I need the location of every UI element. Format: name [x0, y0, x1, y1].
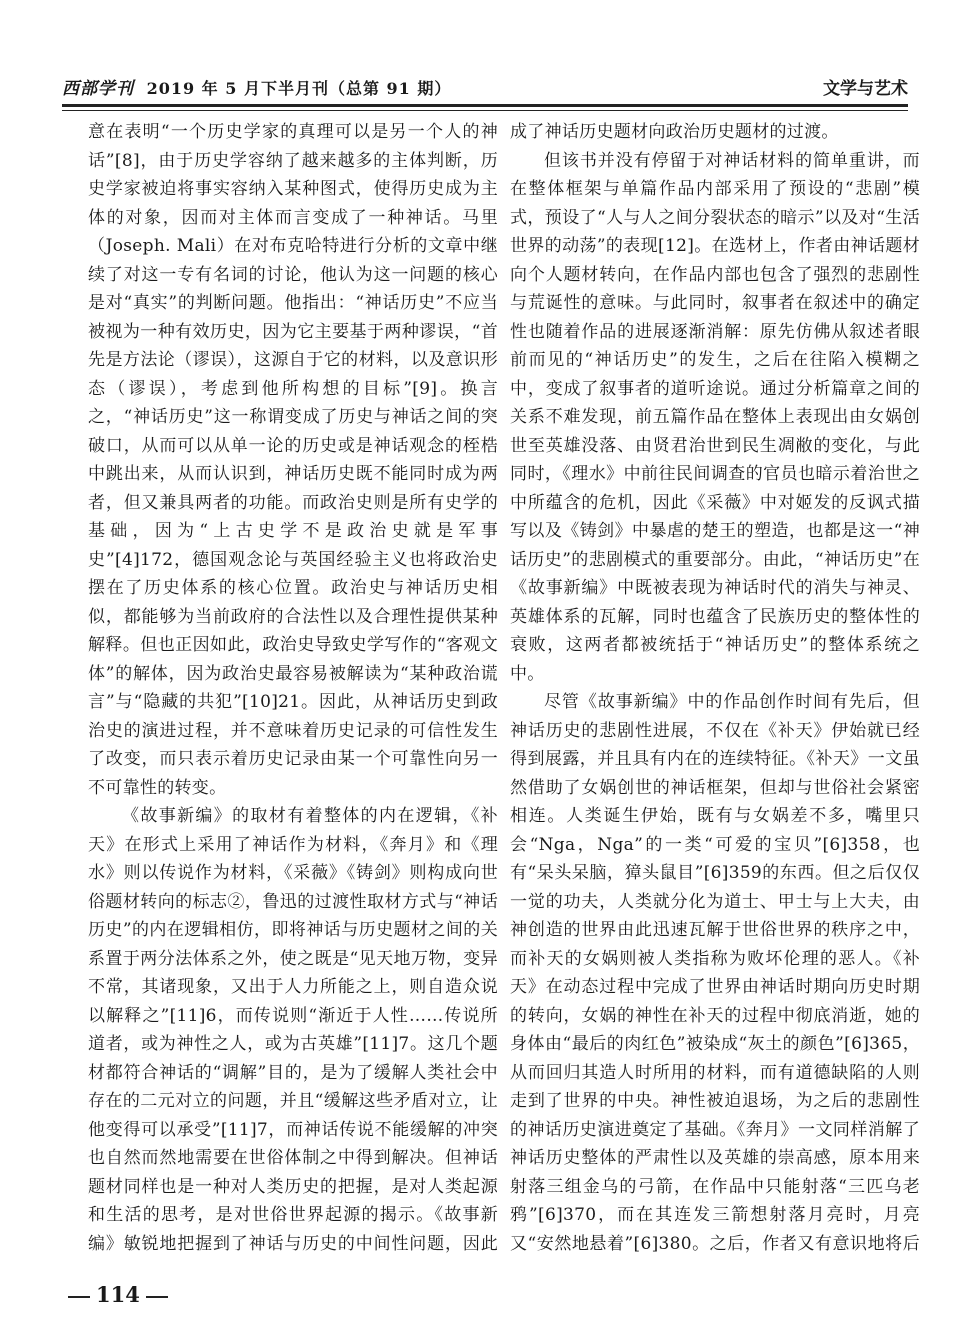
- section-title: 文学与艺术: [823, 79, 908, 99]
- paragraph: 意在表明“一个历史学家的真理可以是另一个人的神话”[8]，由于历史学容纳了越来越多的主体判断，历史学家被迫将事实容纳入某种图式，使得历史成为主体的对象，因而对主体而言变成了一种神话。马里（Joseph. Mali）在对布克哈特进行分析的文章中继续了对这一专有名词的讨论，他认为这一问题的核心是对“真实”的判断问题。他指出：“神话历史”不应当被视为一种有效历史，因为它主要基于两种谬误，“首先是方法论（谬误），这源自于它的材料，以及意识形态（谬误），考虑到他所构想的目标”[9]。换言之，“神话历史”这一称谓变成了历史与神话之间的突破口，从而可以从单一论的历史或是神话观念的桎梏中跳出来，从而认识到，神话历史既不能同时成为两者，但又兼具两者的功能。而政治史则是所有史学的基础，因为“上古史学不是政治史就是军事史”[4]172，德国观念论与英国经验主义也将政治史摆在了历史体系的核心位置。政治史与神话历史相似，都能够为当前政府的合法性以及合理性提供某种解释。但也正因如此，政治史导致史学写作的“客观文体”的解体，因为政治史最容易被解读为“某种政治谎言”与“隐藏的共犯”[10]21。因此，从神话历史到政治史的演进过程，并不意味着历史记录的可信性发生了改变，而只表示着历史记录由某一个可靠性向另一不可靠性的转变。: [88, 122, 498, 798]
- folio-dash-left: [68, 1296, 90, 1298]
- issue-info: 2019 年 5 月下半月刊（总第 91 期）: [146, 79, 452, 98]
- paragraph: 《故事新编》的取材有着整体的内在逻辑，《补天》在形式上采用了神话作为材料，《奔月》和《理水》则以传说作为材料，《采薇》《铸剑》则构成向世俗题材转向的标志②，鲁迅的过渡性取材方式与“神话历史”的内在逻辑相仿，即将神话与历史题材之间的关系置于两分法体系之外，使之既是“见天地万物，变异不常，其诸现象，又出于人力所能之上，则自造众说以解释之”[11]6，而传说则“渐近于人性……传说所道者，或为神性之人，或为古英雄”[11]7。这几个题材都符合神话的“调解”目的，是为了缓解人类社会中存在的二元对立的问题，并且“缓解这些矛盾对立，让他变得可以承受”[11]7，而神话传说不能缓解的冲突也自然而然地需要在世俗体制之中得到解决。但神话题材同样也是一种对人类历史的把握，是对人类起源和生活的思考，是对世俗世界起源的揭示。《故事新编》敏锐地把握到了神话与历史的中间性问题，因此: [88, 806, 498, 1254]
- journal-logo: 西部学刊: [62, 79, 134, 99]
- folio-dash-right: [146, 1296, 168, 1298]
- page-number: [62, 1282, 174, 1307]
- header-rule-thin: [62, 110, 908, 111]
- paragraph: 成了神话历史题材向政治历史题材的过渡。: [510, 122, 839, 142]
- header-rule-thick: [62, 104, 908, 107]
- journal-masthead: [62, 74, 451, 99]
- page-number-text: 114: [96, 1282, 140, 1307]
- running-header: [62, 70, 908, 104]
- left-column: [88, 118, 498, 1258]
- paragraph: 尽管《故事新编》中的作品创作时间有先后，但神话历史的悲剧性进展，不仅在《补天》伊始就已经得到展露，并且具有内在的连续特征。《补天》一文虽然借助了女娲创世的神话框架，但却与世俗社会紧密相连。人类诞生伊始，既有与女娲差不多，嘴里只会“Nga，Nga”的一类“可爱的宝贝”[6]358，也有“呆头呆脑，獐头鼠目”[6]359的东西。但之后仅仅一觉的功夫，人类就分化为道士、甲士与上大夫，由神创造的世界由此迅速瓦解于世俗世界的秩序之中，而补天的女娲则被人类指称为败坏伦理的恶人。《补天》在动态过程中完成了世界由神话时期向历史时期的转向，女娲的神性在补天的过程中彻底消逝，她的身体由“最后的肉红色”被染成“灰土的颜色”[6]365，从而回归其造人时所用的材料，而有道德缺陷的人则走到了世界的中央。神性被迫退场，为之后的悲剧性的神话历史演进奠定了基础。《奔月》一文同样消解了神话历史整体的严肃性以及英雄的崇高感，原本用来射落三组金乌的弓箭，在作品中只能射落“三匹乌老鸦”[6]370，而在其连发三箭想射落月亮时，月亮又“安然地悬着”[6]380。之后，作者又有意识地将后: [510, 692, 920, 1254]
- right-column: [510, 118, 920, 1258]
- paragraph: 但该书并没有停留于对神话材料的简单重讲，而在整体框架与单篇作品内部采用了预设的“悲剧”模式，预设了“人与人之间分裂状态的暗示”以及对“生活世界的动荡”的表现[12]。在选材上，作者由神话题材向个人题材转向，在作品内部也包含了强烈的悲剧性与荒诞性的意味。与此同时，叙事者在叙述中的确定性也随着作品的进展逐渐消解：原先仿佛从叙述者眼前而见的“神话历史”的发生，之后在往陷入模糊之中，变成了叙事者的道听途说。通过分析篇章之间的关系不难发现，前五篇作品在整体上表现出由女娲创世至英雄没落、由贤君治世到民生凋敝的变化，与此同时，《理水》中前往民间调查的官员也暗示着治世之中所蕴含的危机，因此《采薇》中对姬发的反讽式描写以及《铸剑》中暴虐的楚王的塑造，也都是这一“神话历史”的悲剧模式的重要部分。由此，“神话历史”在《故事新编》中既被表现为神话时代的消失与神灵、英雄体系的瓦解，同时也蕴含了民族历史的整体性的衰败，这两者都被统括于“神话历史”的整体系统之中。: [510, 150, 920, 684]
